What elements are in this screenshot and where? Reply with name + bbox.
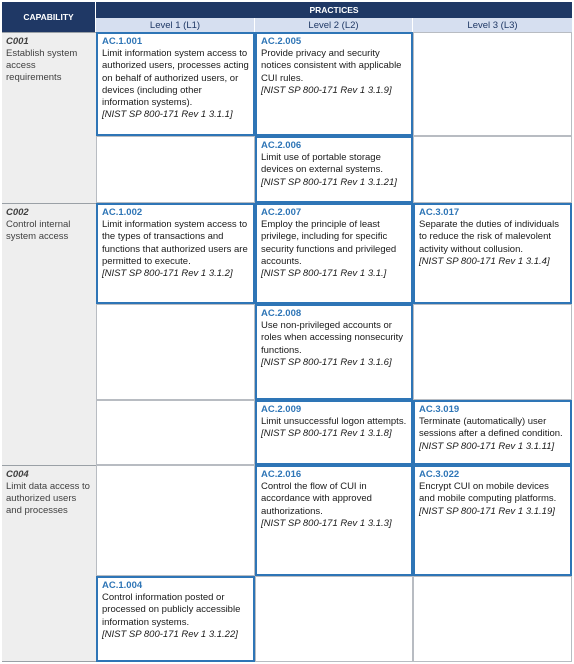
empty-cell <box>96 400 255 465</box>
practice-reference: [NIST SP 800-171 Rev 1 3.1.] <box>261 268 387 280</box>
practice-card <box>255 203 413 304</box>
practice-reference: [NIST SP 800-171 Rev 1 3.1.3] <box>261 517 392 529</box>
practice-card <box>413 465 572 576</box>
empty-cell <box>413 136 572 203</box>
practice-reference: [NIST SP 800-171 Rev 1 3.1.1] <box>102 109 233 121</box>
practice-description: Terminate (automatically) user sessions after a defined condition. <box>419 416 563 440</box>
practice-description: Control the flow of CUI in accordance with approved authorizations. <box>261 481 372 517</box>
practice-reference: [NIST SP 800-171 Rev 1 3.1.9] <box>261 84 392 96</box>
practice-description: Control information posted or processed on publicly accessible information systems. <box>102 592 241 628</box>
practice-description: Limit unsuccessful logon attempts. <box>261 416 407 428</box>
practice-id: AC.3.022 <box>419 469 460 480</box>
empty-cell <box>413 32 572 136</box>
practice-description: Separate the duties of individuals to reduce the risk of malevolent activity without collusion. <box>419 219 559 255</box>
practice-reference: [NIST SP 800-171 Rev 1 3.1.11] <box>419 440 555 452</box>
practice-id: AC.2.006 <box>261 140 302 151</box>
practice-description: Limit use of portable storage devices on external systems. <box>261 152 383 176</box>
practice-card <box>255 465 413 576</box>
practice-card <box>255 304 413 400</box>
practice-id: AC.2.009 <box>261 404 302 415</box>
practice-description: Limit information system access to authorized users, processes acting on behalf of authorized users, or devices (including other information systems). <box>102 48 249 109</box>
practice-reference: [NIST SP 800-171 Rev 1 3.1.2] <box>102 268 233 280</box>
capability-c002 <box>2 203 96 465</box>
empty-cell <box>96 136 255 203</box>
practice-description: Provide privacy and security notices consistent with applicable CUI rules. <box>261 48 402 84</box>
practice-id: AC.2.005 <box>261 36 302 47</box>
capability-name: Establish system access requirements <box>6 48 78 83</box>
level-1-header: Level 1 (L1) <box>96 18 255 32</box>
practice-id: AC.1.002 <box>102 207 143 218</box>
practice-card <box>96 576 255 662</box>
capability-c004 <box>2 465 96 662</box>
practice-description: Limit information system access to the types of transactions and functions that authorized users are permitted to execute. <box>102 219 248 267</box>
practice-id: AC.1.001 <box>102 36 143 47</box>
practice-id: AC.1.004 <box>102 580 143 591</box>
practice-reference: [NIST SP 800-171 Rev 1 3.1.21] <box>261 176 397 188</box>
practice-reference: [NIST SP 800-171 Rev 1 3.1.4] <box>419 255 550 267</box>
practice-id: AC.2.016 <box>261 469 302 480</box>
practice-card <box>413 400 572 465</box>
practice-id: AC.2.008 <box>261 308 302 319</box>
practice-card <box>413 203 572 304</box>
empty-cell <box>96 465 255 576</box>
practice-card <box>255 136 413 203</box>
empty-cell <box>413 576 572 662</box>
capability-id: C001 <box>6 36 29 47</box>
capability-id: C002 <box>6 207 29 218</box>
practice-reference: [NIST SP 800-171 Rev 1 3.1.6] <box>261 356 392 368</box>
practice-id: AC.2.007 <box>261 207 302 218</box>
practices-header: PRACTICES <box>96 2 572 18</box>
capability-name: Control internal system access <box>6 219 71 242</box>
practices-table <box>2 2 572 662</box>
practice-id: AC.3.017 <box>419 207 460 218</box>
practice-description: Encrypt CUI on mobile devices and mobile computing platforms. <box>419 481 557 505</box>
level-2-header: Level 2 (L2) <box>255 18 413 32</box>
practice-description: Use non-privileged accounts or roles when accessing nonsecurity functions. <box>261 320 404 356</box>
practice-reference: [NIST SP 800-171 Rev 1 3.1.19] <box>419 505 555 517</box>
practice-reference: [NIST SP 800-171 Rev 1 3.1.8] <box>261 428 392 440</box>
empty-cell <box>413 304 572 400</box>
practice-card <box>96 32 255 136</box>
practice-reference: [NIST SP 800-171 Rev 1 3.1.22] <box>102 628 238 640</box>
practice-card <box>96 203 255 304</box>
capability-name: Limit data access to authorized users and processes <box>6 481 90 516</box>
practice-card <box>255 400 413 465</box>
practice-description: Employ the principle of least privilege, including for specific security functions and privileged accounts. <box>261 219 397 267</box>
capability-header: CAPABILITY <box>2 2 96 32</box>
empty-cell <box>96 304 255 400</box>
practice-card <box>255 32 413 136</box>
practice-id: AC.3.019 <box>419 404 460 415</box>
empty-cell <box>255 576 413 662</box>
capability-c001 <box>2 32 96 203</box>
capability-id: C004 <box>6 469 29 480</box>
level-3-header: Level 3 (L3) <box>413 18 572 32</box>
